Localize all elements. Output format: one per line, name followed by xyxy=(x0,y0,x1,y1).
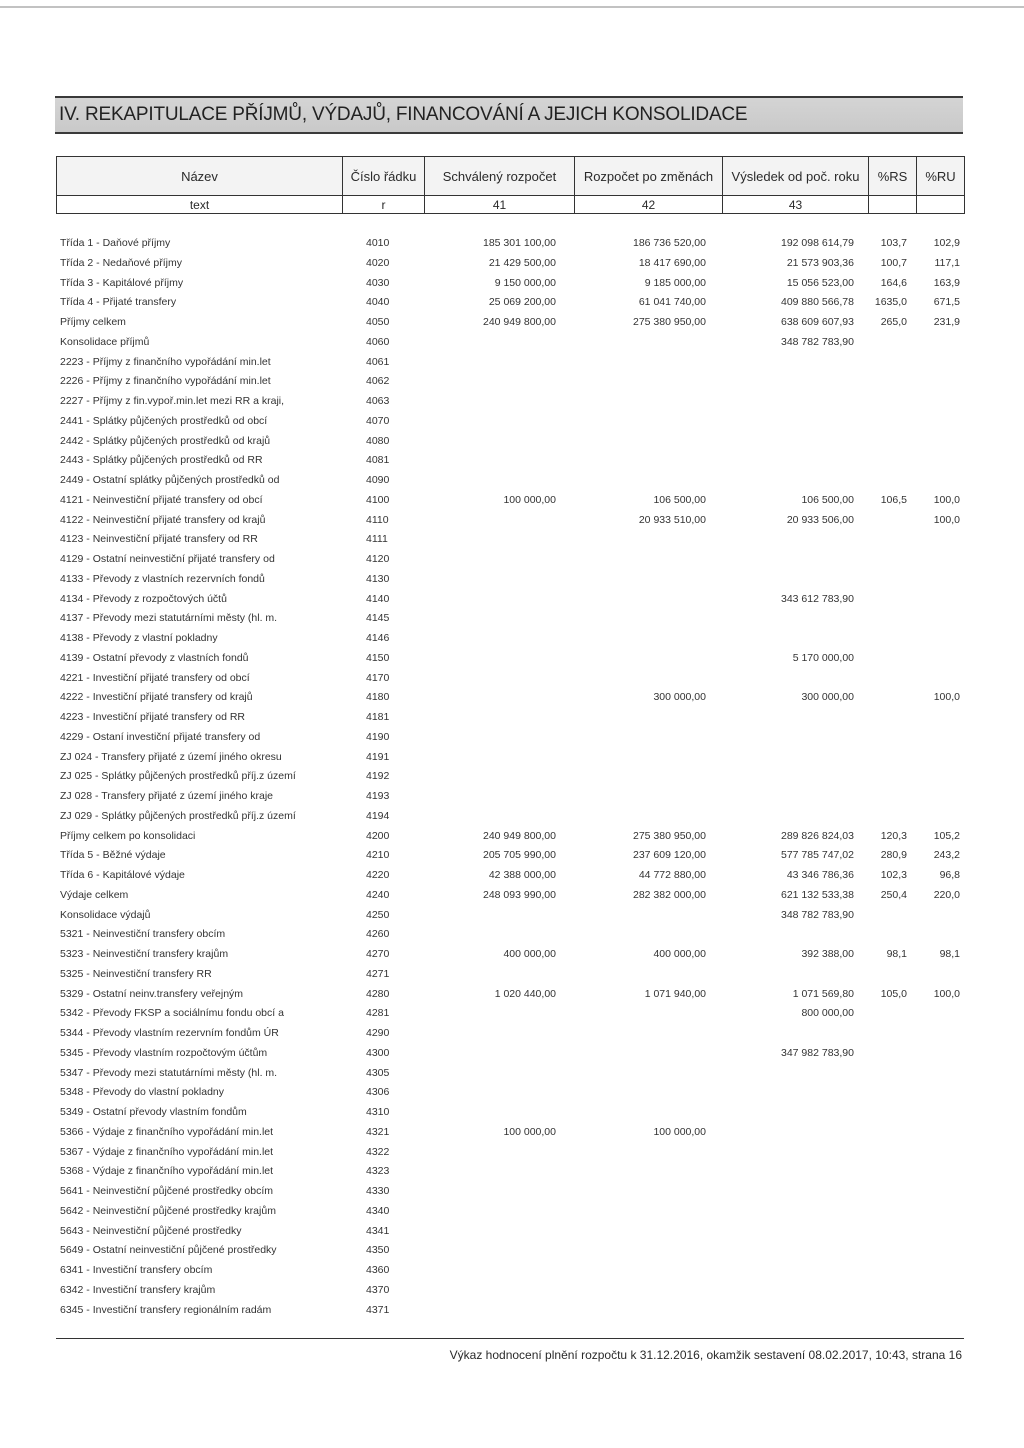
row-after-changes: 237 609 120,00 xyxy=(633,849,706,862)
row-code: 4030 xyxy=(366,276,390,289)
row-name: 4222 - Investiční přijaté transfery od krajů xyxy=(60,691,253,704)
row-name: Příjmy celkem po konsolidaci xyxy=(60,829,196,842)
table-row xyxy=(0,395,1024,411)
row-approved: 25 069 200,00 xyxy=(488,296,556,309)
table-row xyxy=(0,1007,1024,1023)
row-code: 4305 xyxy=(366,1066,390,1079)
table-row xyxy=(0,593,1024,609)
row-result: 43 346 786,36 xyxy=(786,869,854,881)
row-rs: 106,5 xyxy=(880,493,907,506)
subheader-approved: 41 xyxy=(425,196,575,214)
row-rs: 103,7 xyxy=(880,237,907,249)
table-row xyxy=(0,514,1024,530)
table-row xyxy=(0,296,1024,312)
row-name: 4134 - Převody z rozpočtových účtů xyxy=(60,592,227,605)
row-code: 4310 xyxy=(366,1106,390,1118)
row-rs: 265,0 xyxy=(880,316,907,328)
row-code: 4100 xyxy=(366,493,390,506)
table-row xyxy=(0,356,1024,372)
row-name: Třída 5 - Běžné výdaje xyxy=(60,849,166,862)
row-name: 6342 - Investiční transfery krajům xyxy=(60,1283,216,1296)
row-approved: 100 000,00 xyxy=(503,1125,556,1138)
row-name: Konsolidace výdajů xyxy=(60,908,151,921)
row-code: 4371 xyxy=(366,1303,390,1316)
row-result: 5 170 000,00 xyxy=(792,651,854,664)
row-rs: 100,7 xyxy=(880,256,907,269)
table-row xyxy=(0,494,1024,510)
row-after-changes: 400 000,00 xyxy=(653,948,706,960)
table-row xyxy=(0,375,1024,391)
table-row xyxy=(0,277,1024,293)
row-after-changes: 44 772 880,00 xyxy=(638,869,706,881)
row-name: 6345 - Investiční transfery regionálním radám xyxy=(60,1303,272,1316)
row-code: 4360 xyxy=(366,1264,390,1276)
row-code: 4191 xyxy=(366,750,390,763)
row-approved: 205 705 990,00 xyxy=(483,849,556,862)
table-row xyxy=(0,632,1024,648)
row-name: ZJ 025 - Splátky půjčených prostředků příj.z území xyxy=(60,770,296,783)
table-row xyxy=(0,691,1024,707)
row-name: 5344 - Převody vlastním rezervním fondům ÚR xyxy=(60,1027,279,1039)
row-approved: 240 949 800,00 xyxy=(483,316,556,328)
row-code: 4070 xyxy=(366,414,390,427)
row-result: 192 098 614,79 xyxy=(781,237,854,249)
row-code: 4260 xyxy=(366,928,390,941)
row-after-changes: 61 041 740,00 xyxy=(638,296,706,309)
table-row xyxy=(0,830,1024,846)
table-row xyxy=(0,573,1024,589)
row-approved: 9 150 000,00 xyxy=(494,276,556,289)
row-code: 4145 xyxy=(366,612,390,625)
row-ru: 117,1 xyxy=(934,256,960,269)
row-code: 4063 xyxy=(366,395,390,407)
row-approved: 21 429 500,00 xyxy=(488,256,556,269)
row-code: 4300 xyxy=(366,1046,390,1059)
row-name: Třída 3 - Kapitálové příjmy xyxy=(60,276,184,289)
row-code: 4330 xyxy=(366,1185,390,1197)
header-code: Číslo řádku xyxy=(343,157,425,196)
subheader-after: 42 xyxy=(575,196,723,214)
row-code: 4321 xyxy=(366,1125,390,1138)
header-name: Název xyxy=(57,157,343,196)
row-result: 348 782 783,90 xyxy=(781,335,854,348)
table-row xyxy=(0,652,1024,668)
subheader-result: 43 xyxy=(723,196,869,214)
row-code: 4080 xyxy=(366,434,390,447)
row-name: 4138 - Převody z vlastní pokladny xyxy=(60,632,218,644)
row-name: 2227 - Příjmy z fin.vypoř.min.let mezi RR a kraji, xyxy=(60,395,285,407)
table-row xyxy=(0,336,1024,352)
row-after-changes: 20 933 510,00 xyxy=(638,513,706,526)
table-row xyxy=(0,533,1024,549)
table-row xyxy=(0,553,1024,569)
row-name: 2443 - Splátky půjčených prostředků od RR xyxy=(60,454,263,467)
row-after-changes: 300 000,00 xyxy=(653,691,706,704)
row-code: 4370 xyxy=(366,1283,390,1296)
subheader-code: r xyxy=(343,196,425,214)
row-name: 5325 - Neinvestiční transfery RR xyxy=(60,967,212,980)
row-code: 4061 xyxy=(366,355,390,368)
row-after-changes: 275 380 950,00 xyxy=(633,829,706,842)
row-result: 577 785 747,02 xyxy=(781,849,854,862)
row-approved: 240 949 800,00 xyxy=(483,829,556,842)
row-rs: 120,3 xyxy=(880,829,907,842)
table-row xyxy=(0,988,1024,1004)
row-name: ZJ 028 - Transfery přijaté z území jiného kraje xyxy=(60,790,274,802)
table-row xyxy=(0,672,1024,688)
row-name: 4129 - Ostatní neinvestiční přijaté transfery od xyxy=(60,553,275,565)
row-name: 4133 - Převody z vlastních rezervních fondů xyxy=(60,572,265,585)
row-code: 4350 xyxy=(366,1244,390,1257)
table-row xyxy=(0,237,1024,253)
row-ru: 98,1 xyxy=(939,948,960,960)
table-row xyxy=(0,1185,1024,1201)
table-row xyxy=(0,415,1024,431)
row-name: 4223 - Investiční přijaté transfery od RR xyxy=(60,711,246,723)
row-approved: 248 093 990,00 xyxy=(483,888,556,901)
table-row xyxy=(0,1027,1024,1043)
row-code: 4240 xyxy=(366,888,390,901)
row-code: 4081 xyxy=(366,454,390,467)
table-row xyxy=(0,1126,1024,1142)
row-code: 4270 xyxy=(366,948,390,960)
row-name: 4137 - Převody mezi statutárními městy (hl. m. xyxy=(60,612,278,625)
row-result: 106 500,00 xyxy=(801,493,854,506)
table-row xyxy=(0,1264,1024,1280)
table-row xyxy=(0,1225,1024,1241)
row-ru: 100,0 xyxy=(933,513,960,526)
row-name: 5342 - Převody FKSP a sociálnímu fondu obcí a xyxy=(60,1007,284,1020)
table-row xyxy=(0,968,1024,984)
table-row xyxy=(0,1304,1024,1320)
header-ru: %RU xyxy=(917,157,965,196)
row-ru: 163,9 xyxy=(933,276,960,289)
row-name: 5367 - Výdaje z finančního vypořádání min.let xyxy=(60,1145,274,1158)
row-code: 4111 xyxy=(366,533,388,546)
table-row xyxy=(0,474,1024,490)
row-approved: 400 000,00 xyxy=(503,948,556,960)
row-ru: 105,2 xyxy=(933,829,960,842)
row-rs: 164,6 xyxy=(880,276,907,289)
row-code: 4110 xyxy=(366,513,389,526)
row-code: 4060 xyxy=(366,335,390,348)
header-result: Výsledek od poč. roku xyxy=(723,157,869,196)
row-name: 2449 - Ostatní splátky půjčených prostředků od xyxy=(60,474,280,486)
row-name: 5347 - Převody mezi statutárními městy (hl. m. xyxy=(60,1066,278,1079)
row-code: 4010 xyxy=(366,237,390,249)
row-name: 5649 - Ostatní neinvestiční půjčené prostředky xyxy=(60,1244,277,1257)
row-result: 21 573 903,36 xyxy=(786,256,854,269)
row-name: 5368 - Výdaje z finančního vypořádání min.let xyxy=(60,1165,274,1178)
table-row xyxy=(0,731,1024,747)
row-rs: 98,1 xyxy=(886,948,907,960)
row-ru: 220,0 xyxy=(933,888,960,901)
row-code: 4150 xyxy=(366,651,390,664)
row-rs: 105,0 xyxy=(880,987,907,1000)
table-row xyxy=(0,770,1024,786)
row-name: 5345 - Převody vlastním rozpočtovým účtům xyxy=(60,1046,268,1059)
row-code: 4120 xyxy=(366,553,390,565)
row-name: 2442 - Splátky půjčených prostředků od krajů xyxy=(60,434,271,447)
row-ru: 100,0 xyxy=(933,987,960,1000)
table-row xyxy=(0,1244,1024,1260)
row-name: 5348 - Převody do vlastní pokladny xyxy=(60,1086,225,1099)
row-name: 5329 - Ostatní neinv.transfery veřejným xyxy=(60,987,244,1000)
header-approved: Schválený rozpočet xyxy=(425,157,575,196)
row-name: 2223 - Příjmy z finančního vypořádání min.let xyxy=(60,355,271,368)
table-row xyxy=(0,612,1024,628)
table-row xyxy=(0,909,1024,925)
row-code: 4306 xyxy=(366,1086,390,1099)
row-name: 2441 - Splátky půjčených prostředků od obcí xyxy=(60,414,268,427)
table-row xyxy=(0,928,1024,944)
row-result: 1 071 569,80 xyxy=(792,987,854,1000)
row-result: 409 880 566,78 xyxy=(781,296,854,309)
row-code: 4280 xyxy=(366,987,390,1000)
table-row xyxy=(0,454,1024,470)
table-row xyxy=(0,1106,1024,1122)
table-row xyxy=(0,751,1024,767)
table-row xyxy=(0,948,1024,964)
row-code: 4193 xyxy=(366,790,390,802)
row-name: Třída 4 - Přijaté transfery xyxy=(60,296,177,309)
table-row xyxy=(0,257,1024,273)
row-code: 4140 xyxy=(366,592,390,605)
row-name: 4123 - Neinvestiční přijaté transfery od RR xyxy=(60,533,258,546)
row-result: 392 388,00 xyxy=(801,948,854,960)
row-ru: 102,9 xyxy=(933,237,960,249)
row-code: 4290 xyxy=(366,1027,390,1039)
table-row xyxy=(0,889,1024,905)
table-row xyxy=(0,711,1024,727)
row-after-changes: 186 736 520,00 xyxy=(633,237,706,249)
table-row xyxy=(0,810,1024,826)
row-code: 4180 xyxy=(366,691,390,704)
row-name: 4229 - Ostaní investiční přijaté transfery od xyxy=(60,730,261,743)
row-code: 4130 xyxy=(366,572,390,585)
row-name: ZJ 029 - Splátky půjčených prostředků příj.z území xyxy=(60,809,296,822)
row-name: 5321 - Neinvestiční transfery obcím xyxy=(60,928,226,941)
row-name: ZJ 024 - Transfery přijaté z území jiného okresu xyxy=(60,750,282,763)
section-title: IV. REKAPITULACE PŘÍJMŮ, VÝDAJŮ, FINANCOVÁNÍ A JEJICH KONSOLIDACE xyxy=(59,104,748,125)
row-name: Třída 2 - Nedaňové příjmy xyxy=(60,256,182,269)
row-approved: 100 000,00 xyxy=(503,493,556,506)
table-row xyxy=(0,1165,1024,1181)
row-name: Třída 6 - Kapitálové výdaje xyxy=(60,869,185,881)
row-rs: 280,9 xyxy=(880,849,907,862)
row-code: 4190 xyxy=(366,730,390,743)
subheader-name: text xyxy=(57,196,343,214)
header-after-changes: Rozpočet po změnách xyxy=(575,157,723,196)
row-name: Výdaje celkem xyxy=(60,888,129,901)
row-ru: 100,0 xyxy=(933,493,960,506)
row-name: 5643 - Neinvestiční půjčené prostředky xyxy=(60,1224,242,1237)
header-rs: %RS xyxy=(869,157,917,196)
row-ru: 96,8 xyxy=(939,869,960,881)
row-ru: 671,5 xyxy=(933,296,960,309)
row-code: 4090 xyxy=(366,474,390,486)
row-code: 4271 xyxy=(366,967,390,980)
row-name: 2226 - Příjmy z finančního vypořádání min.let xyxy=(60,375,271,388)
row-code: 4341 xyxy=(366,1224,390,1237)
row-code: 4250 xyxy=(366,908,390,921)
row-code: 4062 xyxy=(366,375,390,388)
row-code: 4323 xyxy=(366,1165,390,1178)
row-after-changes: 282 382 000,00 xyxy=(633,888,706,901)
table-row xyxy=(0,1067,1024,1083)
row-name: 4121 - Neinvestiční přijaté transfery od obcí xyxy=(60,493,263,506)
row-rs: 250,4 xyxy=(880,888,907,901)
row-after-changes: 275 380 950,00 xyxy=(633,316,706,328)
row-code: 4281 xyxy=(366,1007,390,1020)
row-after-changes: 100 000,00 xyxy=(653,1125,706,1138)
row-name: 4122 - Neinvestiční přijaté transfery od krajů xyxy=(60,513,266,526)
table-row xyxy=(0,1086,1024,1102)
row-code: 4146 xyxy=(366,632,390,644)
row-name: 5349 - Ostatní převody vlastním fondům xyxy=(60,1106,247,1118)
row-result: 348 782 783,90 xyxy=(781,908,854,921)
row-rs: 1635,0 xyxy=(874,296,907,309)
page-footer: Výkaz hodnocení plnění rozpočtu k 31.12.2016, okamžik sestavení 08.02.2017, 10:43, strana 16 xyxy=(449,1348,962,1362)
row-result: 800 000,00 xyxy=(801,1007,854,1020)
table-row xyxy=(0,869,1024,885)
row-code: 4220 xyxy=(366,869,390,881)
row-name: 6341 - Investiční transfery obcím xyxy=(60,1264,213,1276)
row-code: 4340 xyxy=(366,1204,390,1217)
table-row xyxy=(0,1047,1024,1063)
row-code: 4194 xyxy=(366,809,390,822)
row-ru: 231,9 xyxy=(933,316,960,328)
row-approved: 185 301 100,00 xyxy=(483,237,556,249)
row-name: Příjmy celkem xyxy=(60,316,126,328)
row-after-changes: 106 500,00 xyxy=(653,493,706,506)
row-name: 4139 - Ostatní převody z vlastních fondů xyxy=(60,651,249,664)
row-name: Konsolidace příjmů xyxy=(60,335,150,348)
table-row xyxy=(0,316,1024,332)
row-after-changes: 9 185 000,00 xyxy=(644,276,706,289)
row-result: 20 933 506,00 xyxy=(786,513,854,526)
row-name: 5366 - Výdaje z finančního vypořádání min.let xyxy=(60,1125,274,1138)
row-code: 4210 xyxy=(366,849,390,862)
row-ru: 243,2 xyxy=(933,849,960,862)
row-rs: 102,3 xyxy=(880,869,907,881)
row-result: 289 826 824,03 xyxy=(781,829,854,842)
row-result: 343 612 783,90 xyxy=(781,592,854,605)
footer-rule xyxy=(56,1338,964,1339)
row-code: 4192 xyxy=(366,770,390,783)
row-name: Třída 1 - Daňové příjmy xyxy=(60,237,171,249)
row-name: 5642 - Neinvestiční půjčené prostředky krajům xyxy=(60,1204,276,1217)
row-code: 4200 xyxy=(366,829,390,842)
row-code: 4040 xyxy=(366,296,390,309)
table-row xyxy=(0,435,1024,451)
row-name: 5641 - Neinvestiční půjčené prostředky obcím xyxy=(60,1185,274,1197)
row-result: 300 000,00 xyxy=(801,691,854,704)
row-approved: 42 388 000,00 xyxy=(488,869,556,881)
table-row xyxy=(0,1146,1024,1162)
row-result: 15 056 523,00 xyxy=(786,276,854,289)
row-code: 4020 xyxy=(366,256,390,269)
row-code: 4050 xyxy=(366,316,390,328)
row-result: 621 132 533,38 xyxy=(781,888,854,901)
row-name: 5323 - Neinvestiční transfery krajům xyxy=(60,948,229,960)
table-row xyxy=(0,790,1024,806)
row-after-changes: 1 071 940,00 xyxy=(644,987,706,1000)
row-name: 4221 - Investiční přijaté transfery od obcí xyxy=(60,671,250,684)
table-row xyxy=(0,1284,1024,1300)
table-row xyxy=(0,1205,1024,1221)
row-after-changes: 18 417 690,00 xyxy=(638,256,706,269)
row-code: 4322 xyxy=(366,1145,390,1158)
row-approved: 1 020 440,00 xyxy=(494,987,556,1000)
row-ru: 100,0 xyxy=(933,691,960,704)
row-code: 4170 xyxy=(366,671,390,684)
row-code: 4181 xyxy=(366,711,390,723)
row-result: 347 982 783,90 xyxy=(781,1046,854,1059)
row-result: 638 609 607,93 xyxy=(781,316,854,328)
table-row xyxy=(0,849,1024,865)
